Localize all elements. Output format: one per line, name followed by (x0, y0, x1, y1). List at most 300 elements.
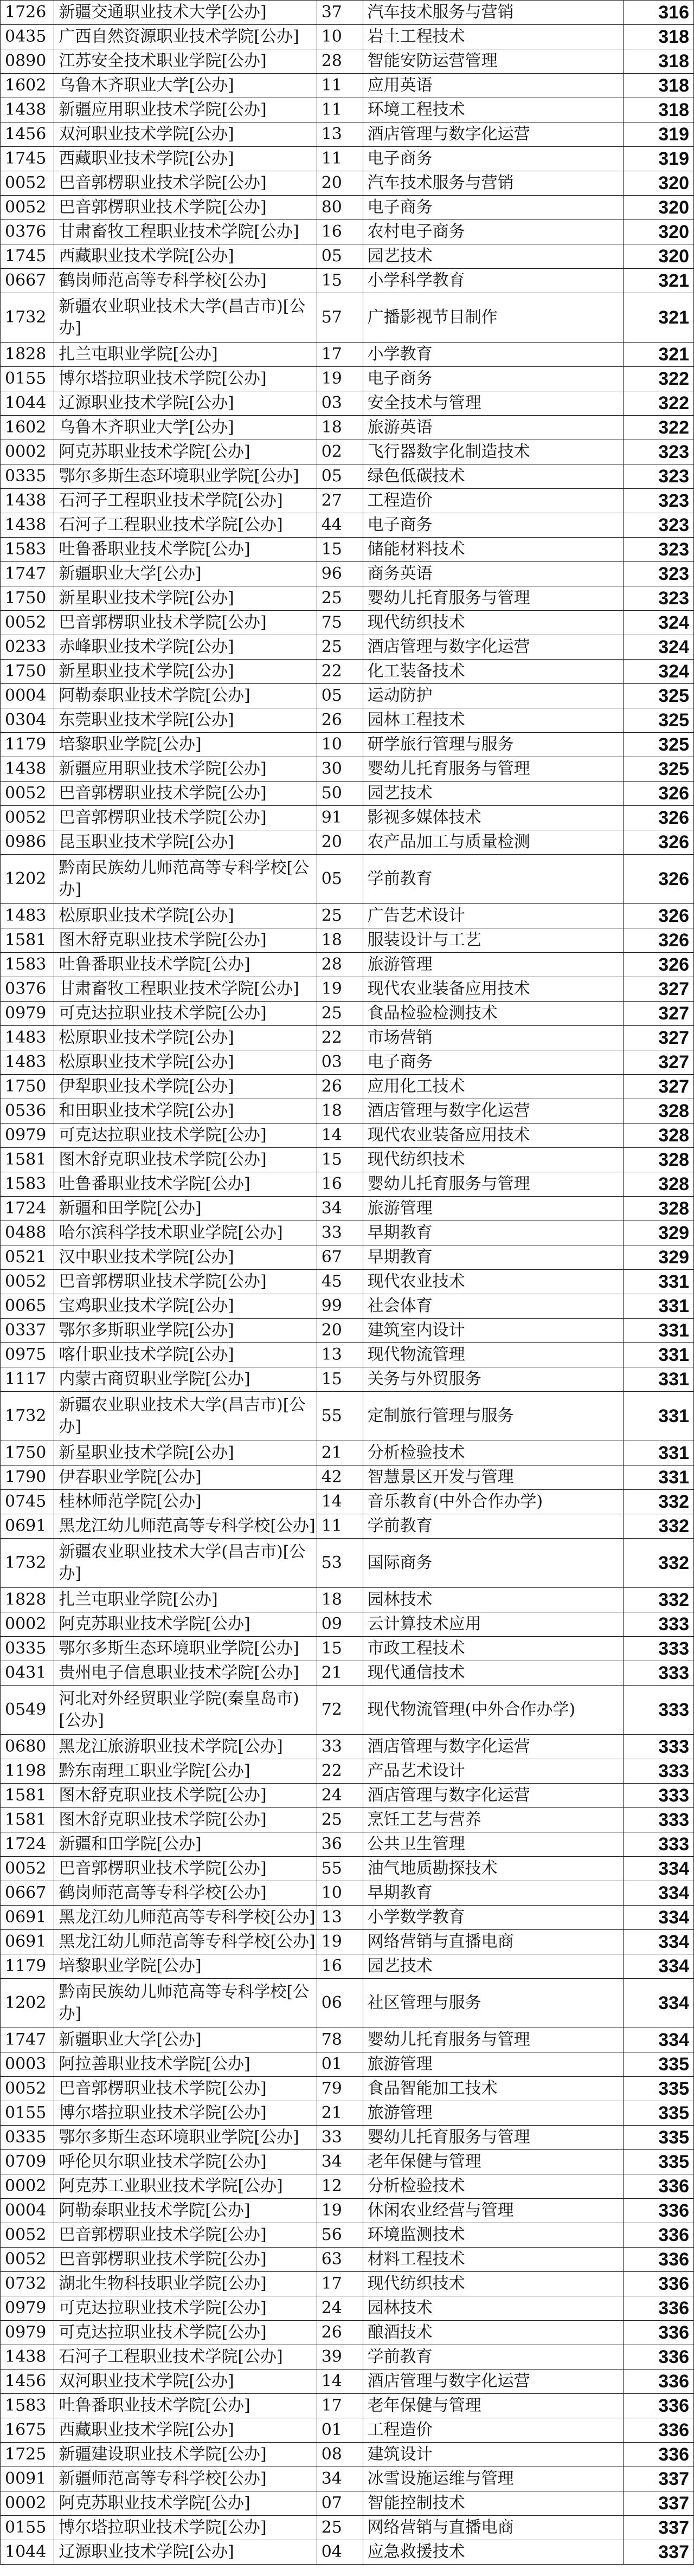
min-score-cell: 331 (623, 1441, 693, 1465)
min-score-cell: 322 (623, 416, 693, 440)
major-name-cell: 婴幼儿托育服务与管理 (363, 586, 623, 611)
school-code-cell: 0488 (1, 1221, 54, 1245)
major-name-cell: 小学数学教育 (363, 1906, 623, 1930)
major-name-cell: 现代农业技术 (363, 1270, 623, 1294)
school-code-cell: 0002 (1, 440, 54, 464)
school-name-cell: 博尔塔拉职业技术学院[公办] (54, 2101, 317, 2126)
school-name-cell: 巴音郭楞职业技术学院[公办] (54, 782, 317, 806)
school-name-cell: 伊犁职业技术学院[公办] (54, 1075, 317, 1099)
major-name-cell: 酒店管理与数字化运营 (363, 635, 623, 660)
table-row (1, 1245, 694, 1270)
major-name-cell: 汽车技术服务与营销 (363, 1, 623, 25)
table-row (1, 1857, 694, 1881)
table-row (1, 2199, 694, 2223)
table-row (1, 513, 694, 538)
table-row (1, 2394, 694, 2418)
min-score-cell: 329 (623, 1221, 693, 1245)
min-score-cell: 323 (623, 489, 693, 513)
school-code-cell: 0155 (1, 2101, 54, 2126)
table-row (1, 343, 694, 367)
min-score-cell: 326 (623, 830, 693, 855)
major-name-cell: 影视多媒体技术 (363, 806, 623, 830)
table-row (1, 464, 694, 489)
table-row (1, 1490, 694, 1514)
school-name-cell: 新疆农业职业技术大学(昌吉市)[公办] (54, 1539, 317, 1588)
school-name-cell: 新疆职业大学[公办] (54, 562, 317, 586)
major-name-cell: 社区管理与服务 (363, 1979, 623, 2028)
school-name-cell: 黔南民族幼儿师范高等专科学校[公办] (54, 855, 317, 904)
major-name-cell: 广告艺术设计 (363, 904, 623, 928)
school-code-cell: 1438 (1, 757, 54, 782)
major-name-cell: 现代纺织技术 (363, 611, 623, 635)
school-code-cell: 1583 (1, 1172, 54, 1197)
school-name-cell: 博尔塔拉职业技术学院[公办] (54, 367, 317, 391)
min-score-cell: 331 (623, 1392, 693, 1441)
school-name-cell: 辽源职业技术学院[公办] (54, 391, 317, 416)
min-score-cell: 323 (623, 513, 693, 538)
major-name-cell: 市场营销 (363, 1026, 623, 1050)
min-score-cell: 326 (623, 855, 693, 904)
school-name-cell: 新疆应用职业技术学院[公办] (54, 757, 317, 782)
min-score-cell: 323 (623, 464, 693, 489)
school-name-cell: 鄂尔多斯生态环境职业学院[公办] (54, 464, 317, 489)
min-score-cell: 336 (623, 2199, 693, 2223)
major-code-cell: 27 (317, 489, 363, 513)
major-name-cell: 应急救援技术 (363, 2540, 623, 2565)
school-name-cell: 图木舒克职业技术学院[公办] (54, 928, 317, 953)
school-code-cell: 1732 (1, 1392, 54, 1441)
major-name-cell: 油气地质勘探技术 (363, 1857, 623, 1881)
min-score-cell: 336 (623, 2296, 693, 2321)
school-name-cell: 阿克苏职业技术学院[公办] (54, 440, 317, 464)
school-name-cell: 鄂尔多斯职业学院[公办] (54, 1319, 317, 1343)
school-code-cell: 1726 (1, 1, 54, 25)
major-name-cell: 酒店管理与数字化运营 (363, 1784, 623, 1808)
major-name-cell: 关务与外贸服务 (363, 1367, 623, 1392)
school-name-cell: 汉中职业技术学院[公办] (54, 1245, 317, 1270)
school-code-cell: 0986 (1, 830, 54, 855)
school-code-cell: 0376 (1, 977, 54, 1002)
major-code-cell: 07 (317, 2491, 363, 2516)
major-name-cell: 园林技术 (363, 2296, 623, 2321)
major-name-cell: 现代通信技术 (363, 1661, 623, 1686)
school-name-cell: 吐鲁番职业技术学院[公办] (54, 953, 317, 977)
table-row (1, 2540, 694, 2565)
min-score-cell: 318 (623, 74, 693, 98)
min-score-cell: 333 (623, 1759, 693, 1784)
min-score-cell: 333 (623, 1832, 693, 1857)
min-score-cell: 334 (623, 1857, 693, 1881)
table-row (1, 244, 694, 269)
school-name-cell: 黔东南理工职业学院[公办] (54, 1759, 317, 1784)
table-row (1, 1270, 694, 1294)
major-code-cell: 15 (317, 1148, 363, 1172)
school-code-cell: 1724 (1, 1197, 54, 1221)
major-name-cell: 安全技术与管理 (363, 391, 623, 416)
school-code-cell: 0667 (1, 269, 54, 293)
major-name-cell: 飞行器数字化制造技术 (363, 440, 623, 464)
major-name-cell: 社会体育 (363, 1294, 623, 1319)
major-code-cell: 55 (317, 1857, 363, 1881)
major-name-cell: 现代纺织技术 (363, 1148, 623, 1172)
table-row (1, 1099, 694, 1124)
school-code-cell: 1732 (1, 1539, 54, 1588)
school-name-cell: 新疆建设职业技术学院[公办] (54, 2443, 317, 2467)
school-code-cell: 0091 (1, 2467, 54, 2491)
table-row (1, 2296, 694, 2321)
school-name-cell: 巴音郭楞职业技术学院[公办] (54, 2077, 317, 2101)
min-score-cell: 323 (623, 562, 693, 586)
school-name-cell: 松原职业技术学院[公办] (54, 904, 317, 928)
school-name-cell: 黑龙江幼儿师范高等专科学校[公办] (54, 1906, 317, 1930)
min-score-cell: 328 (623, 1099, 693, 1124)
major-code-cell: 42 (317, 1465, 363, 1490)
min-score-cell: 321 (623, 269, 693, 293)
major-name-cell: 烹饪工艺与营养 (363, 1808, 623, 1832)
table-row (1, 1026, 694, 1050)
table-row (1, 1979, 694, 2028)
table-row (1, 830, 694, 855)
min-score-cell: 336 (623, 2443, 693, 2467)
school-code-cell: 1602 (1, 416, 54, 440)
school-name-cell: 可克达拉职业技术学院[公办] (54, 2296, 317, 2321)
min-score-cell: 335 (623, 2077, 693, 2101)
major-code-cell: 25 (317, 2516, 363, 2540)
school-code-cell: 1828 (1, 1588, 54, 1612)
school-name-cell: 广西自然资源职业技术学院[公办] (54, 25, 317, 49)
school-name-cell: 阿克苏职业技术学院[公办] (54, 2491, 317, 2516)
min-score-cell: 336 (623, 2394, 693, 2418)
major-name-cell: 材料工程技术 (363, 2248, 623, 2272)
school-code-cell: 0004 (1, 684, 54, 708)
school-code-cell: 1747 (1, 2028, 54, 2052)
min-score-cell: 337 (623, 2516, 693, 2540)
major-code-cell: 10 (317, 25, 363, 49)
major-name-cell: 酒店管理与数字化运营 (363, 1735, 623, 1759)
major-code-cell: 22 (317, 660, 363, 684)
table-row (1, 147, 694, 171)
school-code-cell: 1438 (1, 2345, 54, 2370)
min-score-cell: 329 (623, 1245, 693, 1270)
table-row (1, 2370, 694, 2394)
major-name-cell: 园艺技术 (363, 1954, 623, 1979)
major-code-cell: 13 (317, 1906, 363, 1930)
school-name-cell: 新疆农业职业技术大学(昌吉市)[公办] (54, 293, 317, 343)
major-name-cell: 食品智能加工技术 (363, 2077, 623, 2101)
table-row (1, 611, 694, 635)
major-code-cell: 22 (317, 1026, 363, 1050)
table-row (1, 806, 694, 830)
major-name-cell: 现代纺织技术 (363, 2272, 623, 2296)
table-row (1, 2467, 694, 2491)
table-row (1, 782, 694, 806)
major-code-cell: 13 (317, 1343, 363, 1367)
major-name-cell: 酒店管理与数字化运营 (363, 1099, 623, 1124)
min-score-cell: 321 (623, 293, 693, 343)
school-name-cell: 扎兰屯职业学院[公办] (54, 1588, 317, 1612)
major-name-cell: 智能控制技术 (363, 2491, 623, 2516)
min-score-cell: 318 (623, 49, 693, 74)
min-score-cell: 333 (623, 1637, 693, 1661)
min-score-cell: 318 (623, 98, 693, 122)
major-code-cell: 28 (317, 953, 363, 977)
major-code-cell: 57 (317, 293, 363, 343)
school-code-cell: 1745 (1, 244, 54, 269)
min-score-cell: 336 (623, 2174, 693, 2199)
min-score-cell: 316 (623, 1, 693, 25)
major-code-cell: 34 (317, 2467, 363, 2491)
min-score-cell: 333 (623, 1808, 693, 1832)
min-score-cell: 331 (623, 1367, 693, 1392)
major-code-cell: 14 (317, 1124, 363, 1148)
min-score-cell: 335 (623, 2150, 693, 2174)
major-code-cell: 25 (317, 586, 363, 611)
school-code-cell: 1724 (1, 1832, 54, 1857)
major-code-cell: 50 (317, 782, 363, 806)
major-name-cell: 早期教育 (363, 1221, 623, 1245)
school-code-cell: 0003 (1, 2052, 54, 2077)
table-row (1, 1539, 694, 1588)
min-score-cell: 334 (623, 1979, 693, 2028)
table-row (1, 49, 694, 74)
table-row (1, 293, 694, 343)
table-row (1, 1881, 694, 1906)
major-name-cell: 化工装备技术 (363, 660, 623, 684)
major-name-cell: 应用化工技术 (363, 1075, 623, 1099)
major-name-cell: 学前教育 (363, 2345, 623, 2370)
min-score-cell: 336 (623, 2345, 693, 2370)
table-row (1, 2052, 694, 2077)
school-name-cell: 图木舒克职业技术学院[公办] (54, 1784, 317, 1808)
school-code-cell: 1581 (1, 1148, 54, 1172)
school-name-cell: 伊春职业学院[公办] (54, 1465, 317, 1490)
major-code-cell: 17 (317, 2272, 363, 2296)
school-name-cell: 新疆和田学院[公办] (54, 1197, 317, 1221)
school-name-cell: 和田职业技术学院[公办] (54, 1099, 317, 1124)
school-code-cell: 0549 (1, 1686, 54, 1735)
school-code-cell: 0745 (1, 1490, 54, 1514)
major-code-cell: 11 (317, 1514, 363, 1539)
min-score-cell: 334 (623, 2028, 693, 2052)
school-code-cell: 1675 (1, 2418, 54, 2443)
school-name-cell: 鹤岗师范高等专科学校[公办] (54, 269, 317, 293)
min-score-cell: 325 (623, 684, 693, 708)
table-row (1, 1, 694, 25)
school-name-cell: 石河子工程职业技术学院[公办] (54, 489, 317, 513)
table-row (1, 708, 694, 733)
major-name-cell: 公共卫生管理 (363, 1832, 623, 1857)
table-row (1, 122, 694, 147)
major-code-cell: 13 (317, 122, 363, 147)
table-row (1, 74, 694, 98)
school-name-cell: 图木舒克职业技术学院[公办] (54, 1148, 317, 1172)
major-code-cell: 21 (317, 2101, 363, 2126)
table-row (1, 1197, 694, 1221)
min-score-cell: 336 (623, 2223, 693, 2248)
major-name-cell: 婴幼儿托育服务与管理 (363, 757, 623, 782)
school-code-cell: 0002 (1, 2174, 54, 2199)
school-name-cell: 贵州电子信息职业技术学院[公办] (54, 1661, 317, 1686)
min-score-cell: 331 (623, 1465, 693, 1490)
major-code-cell: 12 (317, 2174, 363, 2199)
min-score-cell: 328 (623, 1172, 693, 1197)
min-score-cell: 325 (623, 757, 693, 782)
school-name-cell: 松原职业技术学院[公办] (54, 1050, 317, 1075)
major-name-cell: 运动防护 (363, 684, 623, 708)
school-name-cell: 湖北生物科技职业学院[公办] (54, 2272, 317, 2296)
table-row (1, 2516, 694, 2540)
table-row (1, 1319, 694, 1343)
major-code-cell: 99 (317, 1294, 363, 1319)
min-score-cell: 334 (623, 1954, 693, 1979)
major-name-cell: 服装设计与工艺 (363, 928, 623, 953)
major-name-cell: 婴幼儿托育服务与管理 (363, 1172, 623, 1197)
major-code-cell: 16 (317, 220, 363, 244)
major-code-cell: 05 (317, 684, 363, 708)
min-score-cell: 320 (623, 244, 693, 269)
school-name-cell: 新星职业技术学院[公办] (54, 1441, 317, 1465)
school-code-cell: 0890 (1, 49, 54, 74)
major-code-cell: 15 (317, 538, 363, 562)
school-name-cell: 乌鲁木齐职业大学[公办] (54, 74, 317, 98)
school-code-cell: 0337 (1, 1319, 54, 1343)
major-name-cell: 园艺技术 (363, 244, 623, 269)
school-code-cell: 1438 (1, 98, 54, 122)
school-name-cell: 松原职业技术学院[公办] (54, 1026, 317, 1050)
major-code-cell: 18 (317, 1588, 363, 1612)
major-name-cell: 电子商务 (363, 1050, 623, 1075)
major-name-cell: 婴幼儿托育服务与管理 (363, 2028, 623, 2052)
table-row (1, 1172, 694, 1197)
major-name-cell: 酒店管理与数字化运营 (363, 122, 623, 147)
major-code-cell: 18 (317, 928, 363, 953)
min-score-cell: 320 (623, 171, 693, 196)
min-score-cell: 320 (623, 220, 693, 244)
school-name-cell: 巴音郭楞职业技术学院[公办] (54, 1270, 317, 1294)
major-code-cell: 19 (317, 367, 363, 391)
min-score-cell: 337 (623, 2467, 693, 2491)
school-name-cell: 可克达拉职业技术学院[公办] (54, 2321, 317, 2345)
table-row (1, 2174, 694, 2199)
school-name-cell: 东莞职业技术学院[公办] (54, 708, 317, 733)
major-name-cell: 婴幼儿托育服务与管理 (363, 2126, 623, 2150)
table-row (1, 1050, 694, 1075)
table-row (1, 269, 694, 293)
major-name-cell: 建筑设计 (363, 2443, 623, 2467)
major-code-cell: 67 (317, 1245, 363, 1270)
table-row (1, 586, 694, 611)
table-row (1, 196, 694, 220)
school-code-cell: 1583 (1, 953, 54, 977)
major-code-cell: 19 (317, 2199, 363, 2223)
major-name-cell: 酒店管理与数字化运营 (363, 2370, 623, 2394)
school-code-cell: 1438 (1, 489, 54, 513)
school-name-cell: 巴音郭楞职业技术学院[公办] (54, 611, 317, 635)
min-score-cell: 324 (623, 635, 693, 660)
major-code-cell: 02 (317, 440, 363, 464)
major-name-cell: 产品艺术设计 (363, 1759, 623, 1784)
min-score-cell: 332 (623, 1514, 693, 1539)
major-name-cell: 环境工程技术 (363, 98, 623, 122)
table-row (1, 1808, 694, 1832)
table-row (1, 2248, 694, 2272)
major-name-cell: 分析检验技术 (363, 1441, 623, 1465)
school-code-cell: 0691 (1, 1930, 54, 1954)
school-name-cell: 鄂尔多斯生态环境职业学院[公办] (54, 2126, 317, 2150)
school-name-cell: 培黎职业学院[公办] (54, 733, 317, 757)
school-code-cell: 0335 (1, 464, 54, 489)
table-row (1, 562, 694, 586)
school-code-cell: 1583 (1, 538, 54, 562)
major-name-cell: 储能材料技术 (363, 538, 623, 562)
table-row (1, 1588, 694, 1612)
table-row (1, 416, 694, 440)
min-score-cell: 335 (623, 2101, 693, 2126)
table-row (1, 1367, 694, 1392)
school-code-cell: 1581 (1, 928, 54, 953)
major-code-cell: 15 (317, 1367, 363, 1392)
major-code-cell: 28 (317, 49, 363, 74)
min-score-cell: 328 (623, 1148, 693, 1172)
major-name-cell: 早期教育 (363, 1245, 623, 1270)
table-row (1, 1612, 694, 1637)
school-code-cell: 0002 (1, 1612, 54, 1637)
major-name-cell: 旅游管理 (363, 953, 623, 977)
school-code-cell: 1483 (1, 1050, 54, 1075)
table-row (1, 1514, 694, 1539)
major-code-cell: 10 (317, 733, 363, 757)
school-name-cell: 巴音郭楞职业技术学院[公办] (54, 2223, 317, 2248)
school-code-cell: 1456 (1, 122, 54, 147)
table-row (1, 660, 694, 684)
major-code-cell: 17 (317, 2394, 363, 2418)
min-score-cell: 324 (623, 611, 693, 635)
major-code-cell: 18 (317, 1099, 363, 1124)
major-code-cell: 20 (317, 830, 363, 855)
school-code-cell: 1745 (1, 147, 54, 171)
school-code-cell: 0155 (1, 367, 54, 391)
major-code-cell: 08 (317, 2443, 363, 2467)
min-score-cell: 333 (623, 1686, 693, 1735)
school-code-cell: 0979 (1, 1124, 54, 1148)
min-score-cell: 319 (623, 122, 693, 147)
school-name-cell: 新疆和田学院[公办] (54, 1832, 317, 1857)
min-score-cell: 332 (623, 1588, 693, 1612)
major-name-cell: 广播影视节目制作 (363, 293, 623, 343)
table-row (1, 977, 694, 1002)
major-name-cell: 定制旅行管理与服务 (363, 1392, 623, 1441)
major-code-cell: 09 (317, 1612, 363, 1637)
table-row (1, 1661, 694, 1686)
min-score-cell: 326 (623, 806, 693, 830)
school-name-cell: 可克达拉职业技术学院[公办] (54, 1002, 317, 1026)
min-score-cell: 322 (623, 367, 693, 391)
major-code-cell: 24 (317, 2296, 363, 2321)
school-name-cell: 石河子工程职业技术学院[公办] (54, 513, 317, 538)
school-code-cell: 1117 (1, 1367, 54, 1392)
school-code-cell: 0431 (1, 1661, 54, 1686)
major-code-cell: 18 (317, 416, 363, 440)
school-code-cell: 0052 (1, 2223, 54, 2248)
major-code-cell: 15 (317, 1637, 363, 1661)
school-name-cell: 吐鲁番职业技术学院[公办] (54, 2394, 317, 2418)
min-score-cell: 333 (623, 1661, 693, 1686)
school-name-cell: 宝鸡职业技术学院[公办] (54, 1294, 317, 1319)
major-code-cell: 44 (317, 513, 363, 538)
major-name-cell: 国际商务 (363, 1539, 623, 1588)
major-name-cell: 旅游管理 (363, 1197, 623, 1221)
table-row (1, 98, 694, 122)
